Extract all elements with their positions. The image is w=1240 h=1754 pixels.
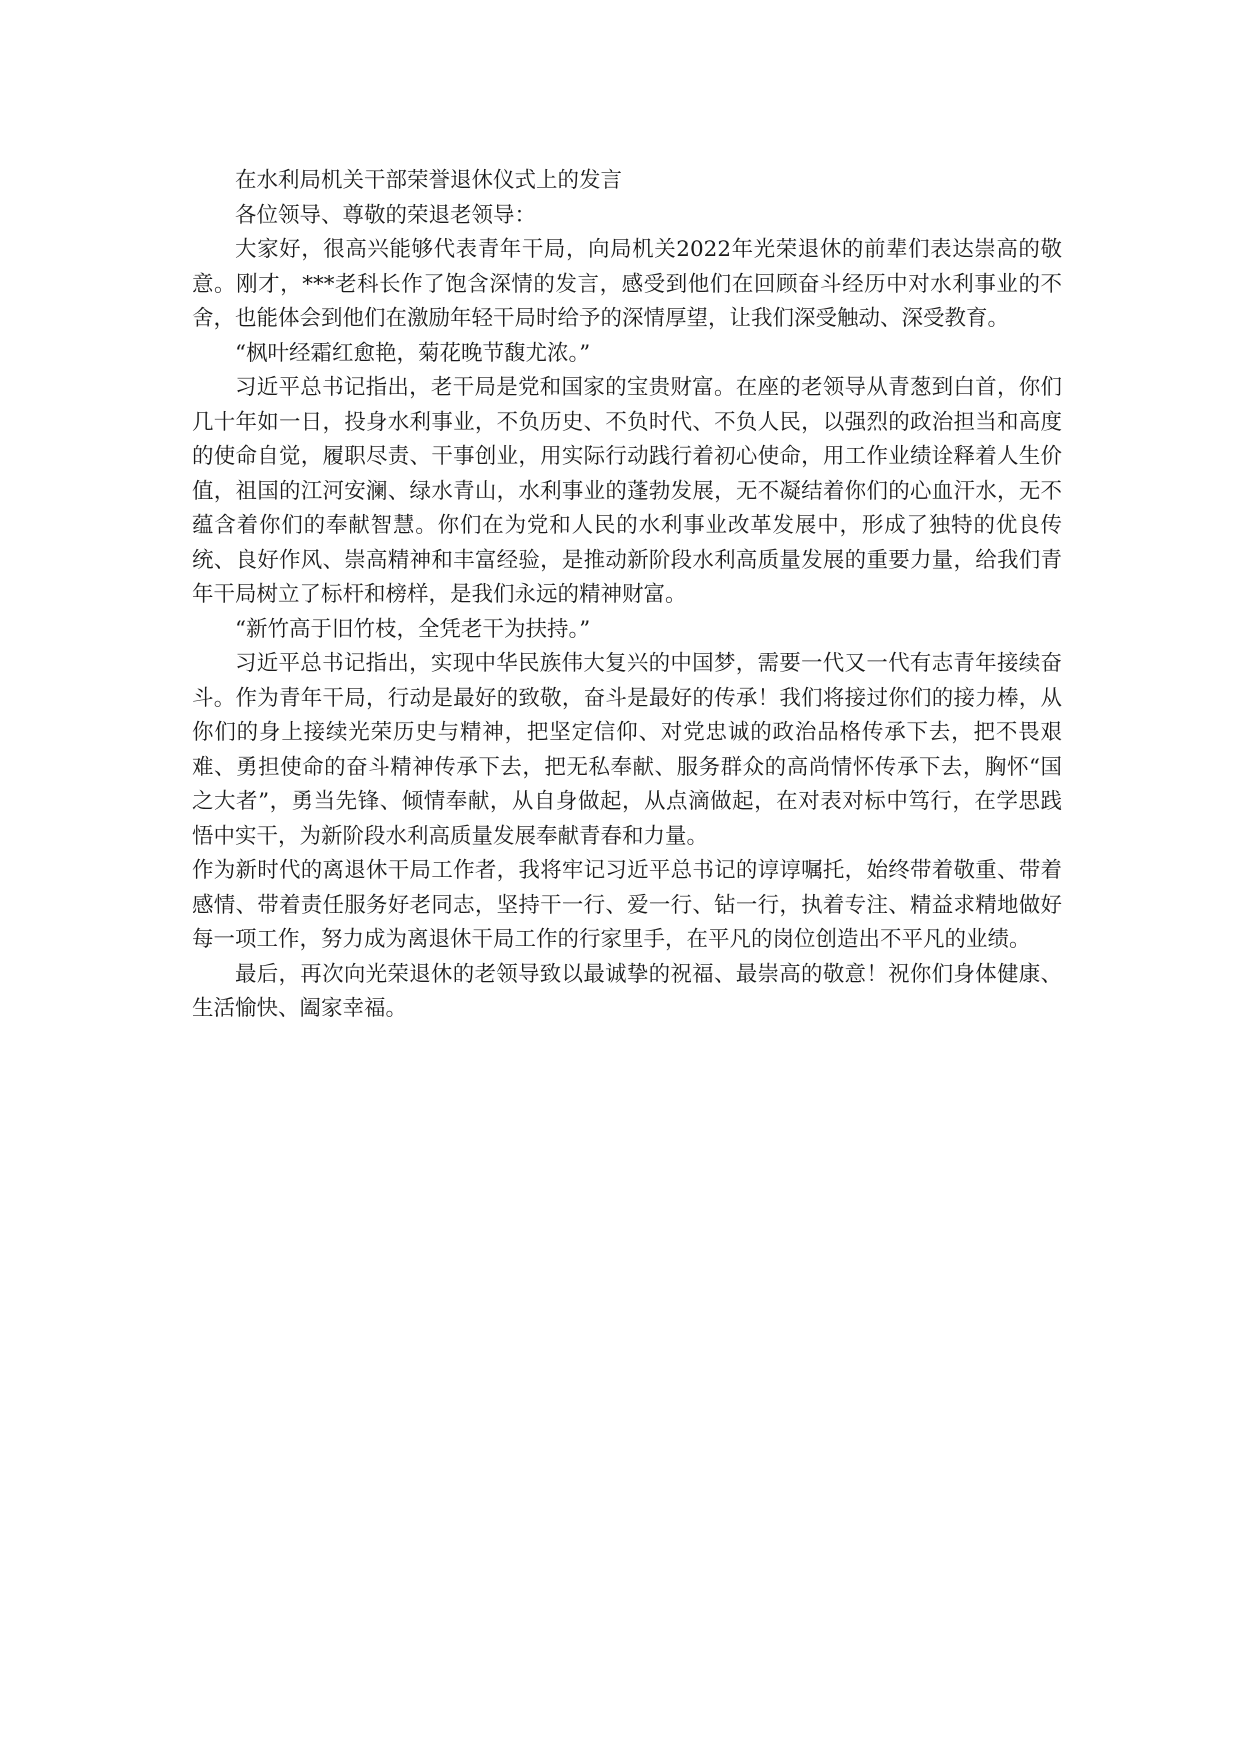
document-title: 在水利局机关干部荣誉退休仪式上的发言 xyxy=(235,168,623,193)
paragraph-tribute: 习近平总书记指出，老干局是党和国家的宝贵财富。在座的老领导从青葱到白首，你们几十年如一日，投身水利事业，不负历史、不负时代、不负人民，以强烈的政治担当和高度的使命自觉，履职尽责、干事创业，用实际行动践行着初心使命，用工作业绩诠释着人生价值，祖国的江河安澜、绿水青山，水利事业的蓬勃发展，无不凝结着你们的心血汗水，无不蕴含着你们的奉献智慧。你们在为党和人民的水利事业改革发展中，形成了独特的优良传统、良好作风、崇高精神和丰富经验，是推动新阶段水利高质量发展的重要力量，给我们青年干局树立了标杆和榜样，是我们永远的精神财富。 xyxy=(192,375,1062,607)
paragraph-commitment: 作为新时代的离退休干局工作者，我将牢记习近平总书记的谆谆嘱托，始终带着敬重、带着感情、带着责任服务好老同志，坚持干一行、爱一行、钻一行，执着专注、精益求精地做好每一项工作，努力成为离退休干局工作的行家里手，在平凡的岗位创造出不平凡的业绩。 xyxy=(192,858,1062,952)
paragraph-closing: 最后，再次向光荣退休的老领导致以最诚挚的祝福、最崇高的敬意！祝你们身体健康、生活愉快、阖家幸福。 xyxy=(192,961,1062,1021)
quote-new-bamboo: “新竹高于旧竹枝，全凭老干为扶持。” xyxy=(235,616,591,642)
salutation: 各位领导、尊敬的荣退老领导： xyxy=(235,202,537,228)
document-body xyxy=(192,164,1062,1027)
paragraph-greeting: 大家好，很高兴能够代表青年干局，向局机关2022年光荣退休的前辈们表达崇高的敬意。刚才，***老科长作了饱含深情的发言，感受到他们在回顾奋斗经历中对水利事业的不舍，也能体会到他们在激励年轻干局时给予的深情厚望，让我们深受触动、深受教育。 xyxy=(192,237,1062,331)
paragraph-inheritance: 习近平总书记指出，实现中华民族伟大复兴的中国梦，需要一代又一代有志青年接续奋斗。作为青年干局，行动是最好的致敬，奋斗是最好的传承！我们将接过你们的接力棒，从你们的身上接续光荣历史与精神，把坚定信仰、对党忠诚的政治品格传承下去，把不畏艰难、勇担使命的奋斗精神传承下去，把无私奉献、服务群众的高尚情怀传承下去，胸怀“国之大者”，勇当先锋、倾情奉献，从自身做起，从点滴做起，在对表对标中笃行，在学思践悟中实干，为新阶段水利高质量发展奉献青春和力量。 xyxy=(192,651,1062,849)
quote-maple-leaf: “枫叶经霜红愈艳，菊花晚节馥尤浓。” xyxy=(235,340,591,366)
